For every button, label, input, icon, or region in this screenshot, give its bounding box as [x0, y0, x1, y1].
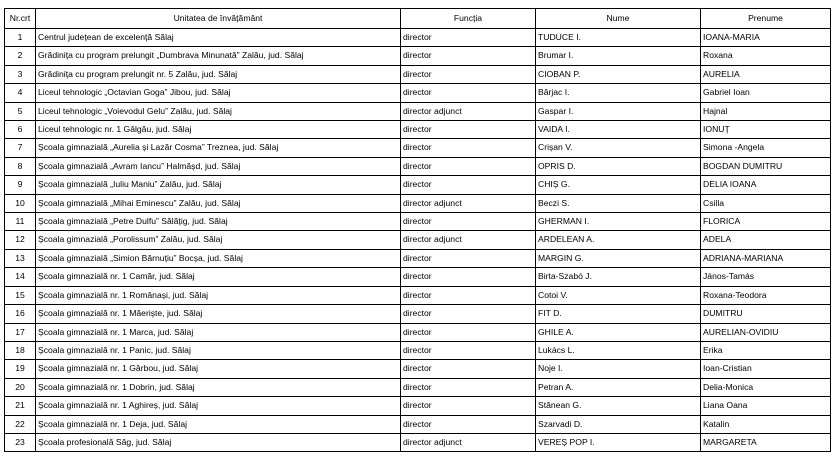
cell-functia[interactable]: director	[401, 213, 536, 231]
directors-table	[4, 8, 831, 452]
cell-nume[interactable]: VAIDA I.	[536, 121, 701, 139]
cell-unitatea[interactable]: Școala gimnazială nr. 1 Camăr, jud. Sălaj	[36, 268, 401, 286]
table-row	[5, 47, 831, 65]
table-row	[5, 213, 831, 231]
cell-nr-crt[interactable]: 15	[5, 286, 36, 304]
cell-nume[interactable]: Birta-Szabó J.	[536, 268, 701, 286]
cell-prenume[interactable]: Csilla	[701, 194, 831, 212]
table-row	[5, 378, 831, 396]
table-row	[5, 341, 831, 359]
cell-unitatea[interactable]: Școala profesională Sâg, jud. Sălaj	[36, 433, 401, 451]
table-row	[5, 305, 831, 323]
cell-nr-crt[interactable]: 21	[5, 397, 36, 415]
cell-functia[interactable]: director adjunct	[401, 433, 536, 451]
cell-nr-crt[interactable]: 5	[5, 102, 36, 120]
cell-prenume[interactable]: Roxana-Teodora	[701, 286, 831, 304]
cell-prenume[interactable]: MARGARETA	[701, 433, 831, 451]
cell-functia[interactable]: director adjunct	[401, 102, 536, 120]
cell-nume[interactable]: CIOBAN P.	[536, 65, 701, 83]
cell-unitatea[interactable]: Școala gimnazială nr. 1 Românași, jud. Sălaj	[36, 286, 401, 304]
table-row	[5, 249, 831, 267]
table-row	[5, 102, 831, 120]
cell-nr-crt[interactable]: 12	[5, 231, 36, 249]
table-row	[5, 231, 831, 249]
cell-unitatea[interactable]: Liceul tehnologic nr. 1 Gâlgău, jud. Sălaj	[36, 121, 401, 139]
spreadsheet	[4, 8, 831, 452]
cell-functia[interactable]: director adjunct	[401, 194, 536, 212]
table-row	[5, 176, 831, 194]
cell-nr-crt[interactable]: 7	[5, 139, 36, 157]
cell-nume[interactable]: Petran A.	[536, 378, 701, 396]
cell-functia[interactable]: director	[401, 360, 536, 378]
cell-functia[interactable]: director	[401, 415, 536, 433]
cell-unitatea[interactable]: Școala gimnazială nr. 1 Marca, jud. Sălaj	[36, 323, 401, 341]
cell-nr-crt[interactable]: 17	[5, 323, 36, 341]
cell-functia[interactable]: director	[401, 268, 536, 286]
cell-nume[interactable]: Noje I.	[536, 360, 701, 378]
cell-functia[interactable]: director	[401, 84, 536, 102]
header-prenume[interactable]: Prenume	[701, 9, 831, 29]
cell-nr-crt[interactable]: 23	[5, 433, 36, 451]
cell-nume[interactable]: OPRIS D.	[536, 157, 701, 175]
cell-functia[interactable]: director	[401, 65, 536, 83]
cell-unitatea[interactable]: Școala gimnazială „Aurelia și Lazăr Cosma” Treznea, jud. Sălaj	[36, 139, 401, 157]
cell-nr-crt[interactable]: 1	[5, 29, 36, 47]
cell-functia[interactable]: director	[401, 176, 536, 194]
table-row	[5, 139, 831, 157]
cell-functia[interactable]: director	[401, 29, 536, 47]
cell-nume[interactable]: Szarvadi D.	[536, 415, 701, 433]
cell-nume[interactable]: MARGIN G.	[536, 249, 701, 267]
cell-nr-crt[interactable]: 4	[5, 84, 36, 102]
cell-functia[interactable]: director	[401, 249, 536, 267]
cell-nr-crt[interactable]: 18	[5, 341, 36, 359]
cell-unitatea[interactable]: Liceul tehnologic „Voievodul Gelu” Zalău, jud. Sălaj	[36, 102, 401, 120]
cell-prenume[interactable]: Liana Oana	[701, 397, 831, 415]
cell-prenume[interactable]: Hajnal	[701, 102, 831, 120]
cell-nr-crt[interactable]: 10	[5, 194, 36, 212]
cell-nr-crt[interactable]: 20	[5, 378, 36, 396]
cell-nr-crt[interactable]: 16	[5, 305, 36, 323]
cell-nr-crt[interactable]: 14	[5, 268, 36, 286]
cell-nume[interactable]: GHERMAN I.	[536, 213, 701, 231]
table-row	[5, 286, 831, 304]
cell-functia[interactable]: director	[401, 341, 536, 359]
cell-prenume[interactable]: Katalin	[701, 415, 831, 433]
table-row	[5, 397, 831, 415]
cell-prenume[interactable]: Erika	[701, 341, 831, 359]
cell-prenume[interactable]: AURELIA	[701, 65, 831, 83]
cell-prenume[interactable]: DELIA IOANA	[701, 176, 831, 194]
cell-unitatea[interactable]: Școala gimnazială nr. 1 Deja, jud. Sălaj	[36, 415, 401, 433]
cell-nr-crt[interactable]: 22	[5, 415, 36, 433]
table-row	[5, 433, 831, 451]
header-nume[interactable]: Nume	[536, 9, 701, 29]
cell-nume[interactable]: GHILE A.	[536, 323, 701, 341]
cell-prenume[interactable]: IONUȚ	[701, 121, 831, 139]
cell-nume[interactable]: Stânean G.	[536, 397, 701, 415]
cell-prenume[interactable]: János-Tamás	[701, 268, 831, 286]
cell-unitatea[interactable]: Centrul județean de excelență Sălaj	[36, 29, 401, 47]
cell-prenume[interactable]: BOGDAN DUMITRU	[701, 157, 831, 175]
cell-unitatea[interactable]: Școala gimnazială nr. 1 Măeriște, jud. Sălaj	[36, 305, 401, 323]
cell-nume[interactable]: Gaspar I.	[536, 102, 701, 120]
cell-prenume[interactable]: ADELA	[701, 231, 831, 249]
cell-unitatea[interactable]: Școala gimnazială nr. 1 Panic, jud. Sălaj	[36, 341, 401, 359]
cell-prenume[interactable]: DUMITRU	[701, 305, 831, 323]
cell-nume[interactable]: Bârjac I.	[536, 84, 701, 102]
cell-nr-crt[interactable]: 3	[5, 65, 36, 83]
cell-nume[interactable]: Cotoi V.	[536, 286, 701, 304]
cell-unitatea[interactable]: Școala gimnazială nr. 1 Gârbou, jud. Sălaj	[36, 360, 401, 378]
cell-functia[interactable]: director	[401, 121, 536, 139]
cell-nume[interactable]: Beczi S.	[536, 194, 701, 212]
cell-nr-crt[interactable]: 8	[5, 157, 36, 175]
cell-prenume[interactable]: FLORICA	[701, 213, 831, 231]
header-nr-crt[interactable]: Nr.crt	[5, 9, 36, 29]
cell-nume[interactable]: VEREȘ POP I.	[536, 433, 701, 451]
cell-nume[interactable]: CHIȘ G.	[536, 176, 701, 194]
cell-nume[interactable]: TUDUCE I.	[536, 29, 701, 47]
cell-prenume[interactable]: Ioan-Cristian	[701, 360, 831, 378]
header-row	[5, 9, 831, 29]
cell-unitatea[interactable]: Grădinița cu program prelungit nr. 5 Zalău, jud. Sălaj	[36, 65, 401, 83]
cell-nume[interactable]: Lukács L.	[536, 341, 701, 359]
cell-unitatea[interactable]: Grădinița cu program prelungit „Dumbrava Minunată” Zalău, jud. Sălaj	[36, 47, 401, 65]
cell-functia[interactable]: director	[401, 286, 536, 304]
table-row	[5, 121, 831, 139]
cell-functia[interactable]: director adjunct	[401, 231, 536, 249]
cell-nr-crt[interactable]: 19	[5, 360, 36, 378]
cell-prenume[interactable]: IOANA-MARIA	[701, 29, 831, 47]
table-row	[5, 84, 831, 102]
table-row	[5, 360, 831, 378]
table-row	[5, 29, 831, 47]
cell-functia[interactable]: director	[401, 378, 536, 396]
cell-unitatea[interactable]: Școala gimnazială „Iuliu Maniu” Zalău, jud. Sălaj	[36, 176, 401, 194]
header-unitatea[interactable]: Unitatea de învățământ	[36, 9, 401, 29]
cell-nr-crt[interactable]: 13	[5, 249, 36, 267]
cell-prenume[interactable]: ADRIANA-MARIANA	[701, 249, 831, 267]
cell-nr-crt[interactable]: 11	[5, 213, 36, 231]
table-row	[5, 323, 831, 341]
cell-functia[interactable]: director	[401, 397, 536, 415]
cell-nr-crt[interactable]: 6	[5, 121, 36, 139]
cell-functia[interactable]: director	[401, 139, 536, 157]
table-row	[5, 415, 831, 433]
cell-unitatea[interactable]: Școala gimnazială „Porolissum” Zalău, jud. Sălaj	[36, 231, 401, 249]
cell-unitatea[interactable]: Școala gimnazială „Petre Dulfu” Sălățig, jud. Sălaj	[36, 213, 401, 231]
table-row	[5, 268, 831, 286]
cell-unitatea[interactable]: Școala gimnazială „Simion Bărnuțiu” Bocșa, jud. Sălaj	[36, 249, 401, 267]
cell-functia[interactable]: director	[401, 47, 536, 65]
cell-nr-crt[interactable]: 2	[5, 47, 36, 65]
cell-unitatea[interactable]: Liceul tehnologic „Octavian Goga” Jibou, jud. Sălaj	[36, 84, 401, 102]
cell-functia[interactable]: director	[401, 157, 536, 175]
cell-nume[interactable]: Crișan V.	[536, 139, 701, 157]
cell-nume[interactable]: Brumar I.	[536, 47, 701, 65]
cell-prenume[interactable]: Roxana	[701, 47, 831, 65]
cell-nr-crt[interactable]: 9	[5, 176, 36, 194]
cell-prenume[interactable]: Delia-Monica	[701, 378, 831, 396]
cell-nume[interactable]: FIT D.	[536, 305, 701, 323]
cell-unitatea[interactable]: Școala gimnazială nr. 1 Aghireș, jud. Sălaj	[36, 397, 401, 415]
cell-nume[interactable]: ARDELEAN A.	[536, 231, 701, 249]
cell-prenume[interactable]: Gabriel Ioan	[701, 84, 831, 102]
cell-prenume[interactable]: Simona -Angela	[701, 139, 831, 157]
cell-unitatea[interactable]: Școala gimnazială „Mihai Eminescu” Zalău, jud. Sălaj	[36, 194, 401, 212]
cell-unitatea[interactable]: Școala gimnazială nr. 1 Dobrin, jud. Sălaj	[36, 378, 401, 396]
table-row	[5, 194, 831, 212]
cell-prenume[interactable]: AURELIAN-OVIDIU	[701, 323, 831, 341]
table-row	[5, 157, 831, 175]
table-row	[5, 65, 831, 83]
cell-unitatea[interactable]: Școala gimnazială „Avram Iancu” Halmășd, jud. Sălaj	[36, 157, 401, 175]
header-functia[interactable]: Funcția	[401, 9, 536, 29]
cell-functia[interactable]: director	[401, 323, 536, 341]
cell-functia[interactable]: director	[401, 305, 536, 323]
table-body	[5, 29, 831, 452]
